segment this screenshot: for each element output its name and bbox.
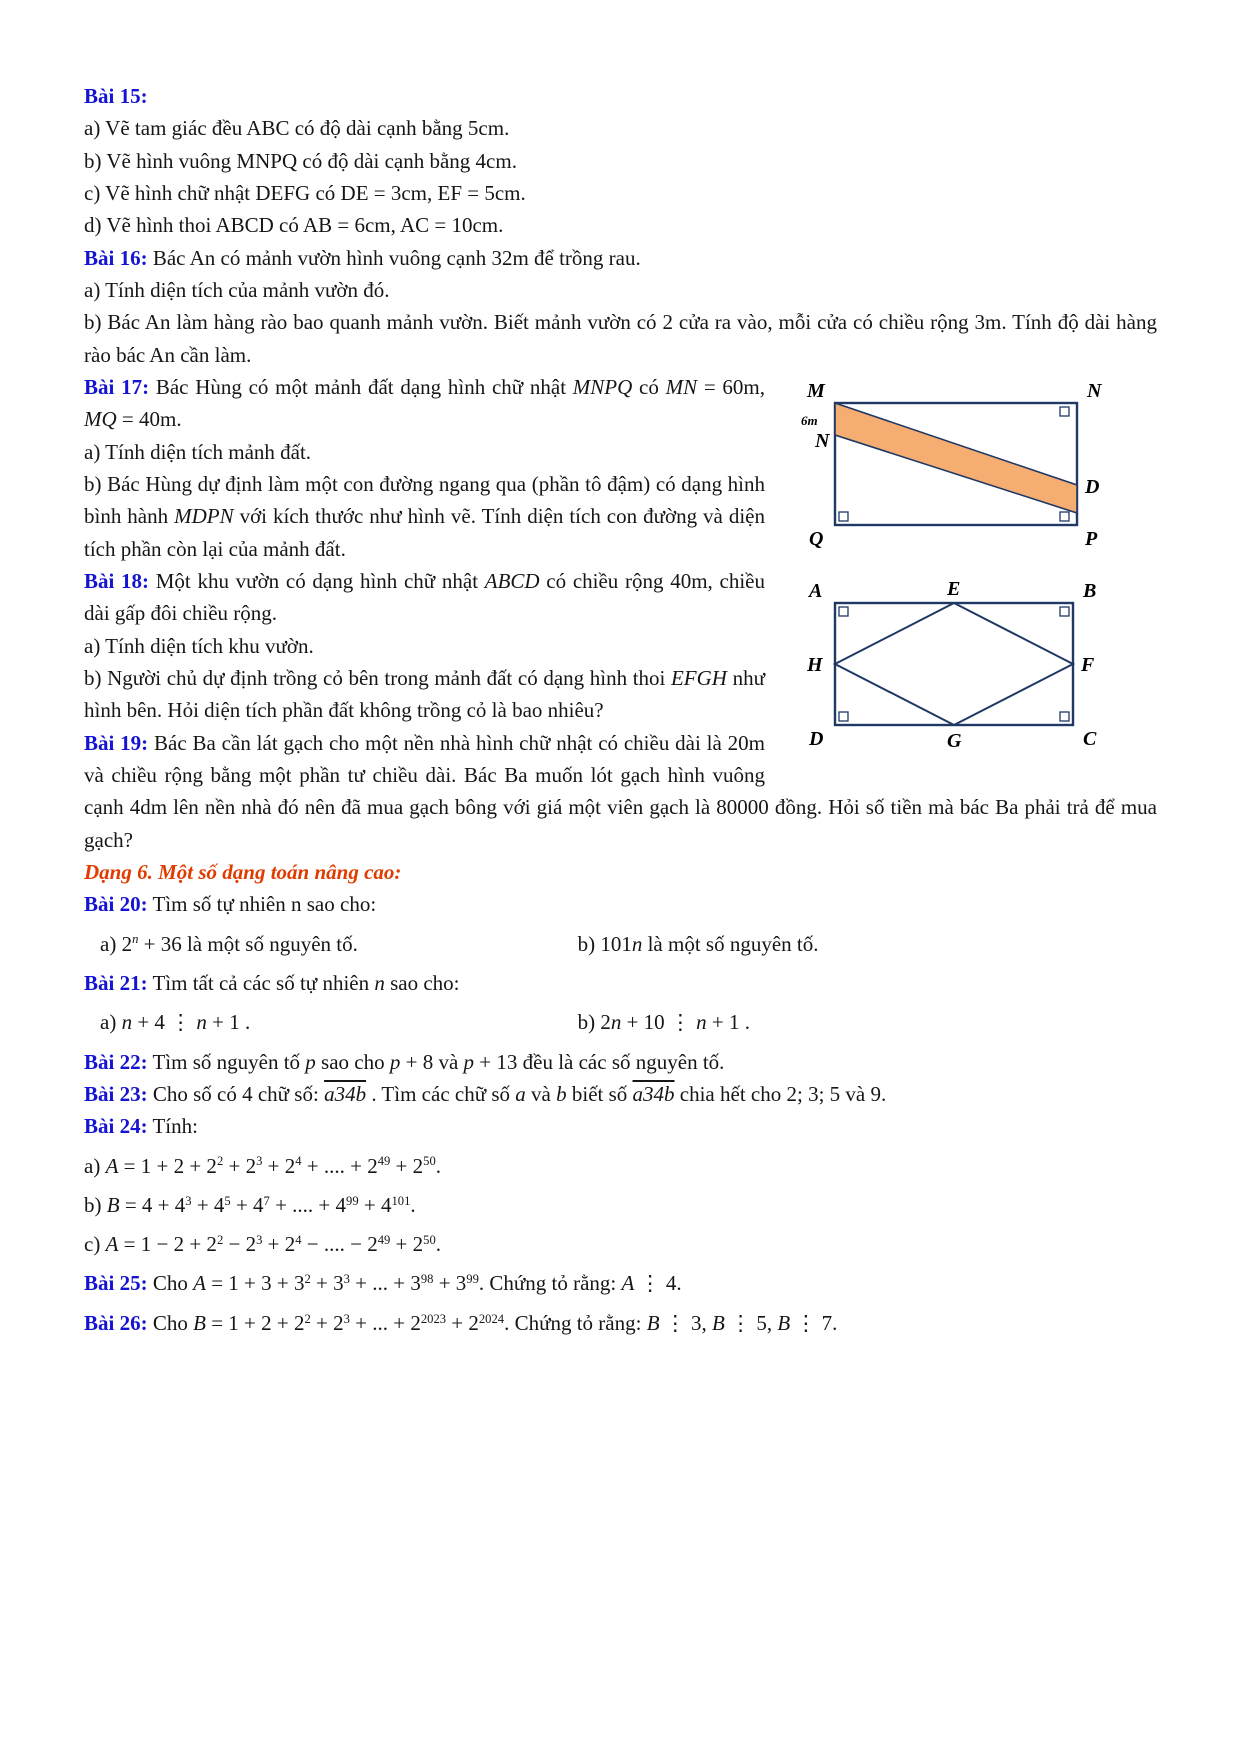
text-run: b) Vẽ hình vuông MNPQ có độ dài cạnh bằng 4cm. <box>84 148 517 173</box>
text-run: n <box>696 1010 707 1035</box>
text-run: + 1 . <box>706 1010 751 1035</box>
text-run: ⋮ 7. <box>790 1310 838 1335</box>
text-run: p <box>389 1049 401 1074</box>
text-run: a34b <box>324 1081 367 1106</box>
text-run: = 4 + 4 <box>119 1192 186 1217</box>
right-angle-mark-c <box>1060 712 1069 721</box>
text-run: b) Bác Hùng dự định làm một con đường ngang qua (phần tô đậm) có dạng hình bình hành <box>84 471 765 529</box>
text-run: ⋮ 4. <box>634 1271 682 1296</box>
text-run: 3 <box>343 1272 350 1287</box>
text-run: 7 <box>263 1193 270 1208</box>
text-run: Một khu vườn có dạng hình chữ nhật <box>149 568 485 593</box>
text-run: Cho số có 4 chữ số: <box>147 1081 325 1106</box>
text-run: biết số <box>566 1081 633 1106</box>
text-run: 3 <box>256 1232 263 1247</box>
text-run: b) Người chủ dự định trồng cỏ bên trong mảnh đất có dạng hình thoi <box>84 665 671 690</box>
text-run: + 4 <box>230 1192 264 1217</box>
text-run: + 4 ⋮ <box>132 1010 197 1035</box>
text-run: Cho <box>147 1271 194 1296</box>
text-run: n <box>121 1010 133 1035</box>
text-run: n <box>374 970 385 995</box>
exercise-label: Bài 20: <box>84 892 148 917</box>
text-run: MN <box>665 374 698 399</box>
text-run: n <box>610 1010 622 1035</box>
text-run: 3 <box>185 1193 192 1208</box>
text-run: 49 <box>377 1154 391 1169</box>
right-angle-mark-n <box>1060 407 1069 416</box>
bai-21-heading <box>84 967 1157 999</box>
vertex-label-m: M <box>807 379 825 402</box>
text-run: với kích thước như hình vẽ. Tính diện tích con đường và diện tích phần còn lại của mảnh đất. <box>84 504 765 561</box>
text-run: . <box>435 1232 441 1257</box>
text-run: + 4 <box>191 1192 225 1217</box>
text-run: n <box>196 1010 207 1035</box>
text-run: Tìm số nguyên tố <box>147 1049 306 1074</box>
vertex-label-q: Q <box>809 527 824 550</box>
bai-26 <box>84 1307 1157 1339</box>
text-run: 98 <box>420 1272 434 1287</box>
right-angle-mark-a <box>839 607 848 616</box>
text-run: a <box>515 1081 526 1106</box>
exercise-label: Bài 16: <box>84 245 148 270</box>
text-run: + 13 đều là các số nguyên tố. <box>474 1049 725 1074</box>
text-run: MDPN <box>174 504 234 529</box>
text-run: Bác Ba cần lát gạch cho một nền nhà hình chữ nhật có chiều dài là 20m và chiều rộng bằng một phần tư chiều dài. Bác Ba muốn lót gạch hình vuông cạnh 4dm lên nền nhà đó nên đã mua gạch bông với giá một viên gạch là 80000 đồng. Hỏi số tiền mà bác Ba phải trả để mua gạch? <box>84 730 1157 852</box>
text-run: A <box>105 1153 119 1178</box>
bai-15-heading <box>84 80 1157 112</box>
text-run: 3 <box>343 1311 350 1326</box>
text-run: 101 <box>391 1193 411 1208</box>
text-run: = 40m. <box>116 407 182 432</box>
text-run: Bác An có mảnh vườn hình vuông cạnh 32m để trồng rau. <box>147 245 641 270</box>
vertex-label-e: E <box>947 577 961 600</box>
text-run: ABCD <box>484 568 540 593</box>
bai-21-items <box>84 1006 1157 1038</box>
text-run: b) Bác An làm hàng rào bao quanh mảnh vườn. Biết mảnh vườn có 2 cửa ra vào, mỗi cửa có chiều rộng 3m. Tính độ dài hàng rào bác An cần làm. <box>84 310 1157 367</box>
section-heading-text: Dạng 6. Một số dạng toán nâng cao: <box>84 859 402 884</box>
text-run: b) 2 <box>577 1010 611 1035</box>
text-run: ⋮ 3, <box>659 1310 713 1335</box>
text-run: + 1 . <box>206 1010 251 1035</box>
text-run: và <box>525 1081 557 1106</box>
text-run: 5 <box>224 1193 231 1208</box>
dang-6-heading <box>84 856 1157 888</box>
text-run: Bác Hùng có một mảnh đất dạng hình chữ nhật <box>149 374 573 399</box>
text-run: 4 <box>295 1154 302 1169</box>
text-run: . Tìm các chữ số <box>366 1081 516 1106</box>
text-run: n <box>132 932 139 947</box>
text-run: + 8 và <box>400 1049 464 1074</box>
bai-23 <box>84 1078 1157 1110</box>
text-run: a) <box>100 1010 122 1035</box>
text-run: 50 <box>423 1232 436 1247</box>
text-run: MNPQ <box>572 374 633 399</box>
text-run: 2 <box>216 1154 224 1169</box>
text-run: Cho <box>147 1310 194 1335</box>
right-angle-mark-p <box>1060 512 1069 521</box>
rectangle-abcd <box>835 603 1073 725</box>
text-run: Tính: <box>147 1114 198 1139</box>
text-run: B <box>712 1310 725 1335</box>
bai-15-c <box>84 177 1157 209</box>
text-run: b) 101 <box>577 931 632 956</box>
exercise-label: Bài 25: <box>84 1271 148 1296</box>
text-run: 99 <box>466 1272 479 1287</box>
bai-25 <box>84 1267 1157 1299</box>
text-run: sao cho <box>315 1049 390 1074</box>
text-run: 50 <box>423 1154 436 1169</box>
text-run: + 3 <box>433 1271 467 1296</box>
vertex-label-d: D <box>1085 475 1100 498</box>
text-run: a) Tính diện tích khu vườn. <box>84 633 314 658</box>
vertex-label-c: C <box>1083 727 1097 750</box>
text-run: + ... + 2 <box>349 1310 421 1335</box>
right-angle-mark-b <box>1060 607 1069 616</box>
text-run: p <box>305 1049 316 1074</box>
exercise-label: Bài 26: <box>84 1310 148 1335</box>
text-run: 2 <box>304 1311 311 1326</box>
right-angle-mark-d <box>839 712 848 721</box>
text-run: + 2 <box>310 1310 344 1335</box>
item-column-a <box>84 928 578 960</box>
text-run: 4 <box>295 1232 302 1247</box>
bai-24-b <box>84 1189 1157 1221</box>
bai-20-items <box>84 928 1157 960</box>
vertex-label-a: A <box>809 579 823 602</box>
text-run: c) Vẽ hình chữ nhật DEFG có DE = 3cm, EF = 5cm. <box>84 180 526 205</box>
text-run: EFGH <box>670 665 727 690</box>
text-run: + 3 <box>310 1271 344 1296</box>
text-run: chia hết cho 2; 3; 5 và 9. <box>674 1081 887 1106</box>
text-run: 2 <box>304 1272 311 1287</box>
text-run: 49 <box>377 1232 391 1247</box>
exercise-label: Bài 23: <box>84 1081 148 1106</box>
bai-22 <box>84 1046 1157 1078</box>
road-band-parallelogram <box>835 403 1077 513</box>
text-run: MQ <box>84 407 117 432</box>
text-run: có chiều rộng 40m, chiều dài gấp đôi chiều rộng. <box>84 568 765 626</box>
text-run: p <box>463 1049 475 1074</box>
text-run: = 1 + 3 + 3 <box>205 1271 305 1296</box>
text-run: a) Tính diện tích mảnh đất. <box>84 439 312 464</box>
item-column-a <box>84 1006 578 1038</box>
text-run: 99 <box>346 1193 359 1208</box>
text-run: + 2 <box>390 1153 424 1178</box>
text-run: d) Vẽ hình thoi ABCD có AB = 6cm, AC = 10cm. <box>84 213 504 238</box>
text-run: 3 <box>256 1154 263 1169</box>
exercise-label: Bài 21: <box>84 970 148 995</box>
rhombus-efgh <box>835 603 1073 725</box>
text-run: 2024 <box>478 1311 505 1326</box>
text-run: B <box>193 1310 206 1335</box>
text-run: + .... + 2 <box>301 1153 378 1178</box>
text-run: B <box>777 1310 791 1335</box>
vertex-label-f: F <box>1081 653 1095 676</box>
exercise-label: Bài 24: <box>84 1114 148 1139</box>
text-run: + .... + 4 <box>269 1192 347 1217</box>
text-run: ⋮ 5, <box>724 1310 778 1335</box>
exercise-label: Bài 22: <box>84 1049 148 1074</box>
text-run: Tìm tất cả các số tự nhiên <box>147 970 375 995</box>
vertex-label-p: P <box>1085 527 1098 550</box>
text-run: 2 <box>216 1232 224 1247</box>
figure-bai18-svg <box>799 573 1129 763</box>
vertex-label-n-top: N <box>1087 379 1102 402</box>
vertex-label-b: B <box>1083 579 1097 602</box>
figure-bai17-svg <box>799 373 1129 563</box>
text-run: + 36 là một số nguyên tố. <box>138 931 358 956</box>
exercise-label: Bài 17: <box>84 374 150 399</box>
text-run: b <box>556 1081 567 1106</box>
text-run: + 2 <box>390 1232 424 1257</box>
text-run: − 2 <box>223 1232 257 1257</box>
right-angle-mark-q <box>839 512 848 521</box>
text-run: . <box>435 1153 441 1178</box>
text-run: = 1 + 2 + 2 <box>205 1310 305 1335</box>
text-run: a34b <box>632 1081 675 1106</box>
text-run: a) Tính diện tích của mảnh vườn đó. <box>84 277 390 302</box>
text-run: A <box>105 1232 119 1257</box>
text-run: có <box>632 374 666 399</box>
text-run: = 1 − 2 + 2 <box>118 1232 217 1257</box>
text-run: là một số nguyên tố. <box>642 931 819 956</box>
bai-16-heading <box>84 242 1157 274</box>
vertex-label-g: G <box>947 729 962 752</box>
vertex-label-h: H <box>807 653 823 676</box>
text-run: B <box>646 1310 660 1335</box>
vertex-label-n-mid: N <box>815 429 830 452</box>
text-run: + 2 <box>223 1153 257 1178</box>
bai-15-a <box>84 112 1157 144</box>
bai-16-a <box>84 274 1157 306</box>
text-run: sao cho: <box>384 970 460 995</box>
figure-bai17-parallelogram-road <box>799 373 1129 563</box>
text-run: n <box>631 931 643 956</box>
figure-bai18-rhombus-garden <box>799 573 1129 763</box>
vertex-label-d2: D <box>809 727 824 750</box>
text-run: = 1 + 2 + 2 <box>118 1153 217 1178</box>
text-run: + 2 <box>262 1232 296 1257</box>
text-run: . Chứng tỏ rằng: <box>478 1271 622 1296</box>
text-run: a) 2 <box>100 931 133 956</box>
text-run: + 2 <box>446 1310 479 1335</box>
text-run: . <box>410 1192 416 1217</box>
text-run: + 4 <box>358 1192 392 1217</box>
bai-15-d <box>84 209 1157 241</box>
bai-24-c <box>84 1228 1157 1260</box>
para-group-1 <box>84 80 1157 371</box>
exercise-label: Bài 15: <box>84 84 148 108</box>
bai-24-a <box>84 1150 1157 1182</box>
text-run: . Chứng tỏ rằng: <box>504 1310 647 1335</box>
exercise-label: Bài 19: <box>84 730 149 755</box>
text-run: như hình bên. Hỏi diện tích phần đất không trồng cỏ là bao nhiêu? <box>84 665 765 723</box>
text-run: = 60m, <box>697 374 765 399</box>
text-run: c) <box>84 1232 106 1257</box>
dimension-label-6m: 6m <box>801 412 818 428</box>
text-run: a) <box>84 1153 106 1178</box>
exercise-label: Bài 18: <box>84 568 150 593</box>
text-run: Tìm số tự nhiên n sao cho: <box>147 892 377 917</box>
text-run: A <box>621 1271 635 1296</box>
bai-16-b <box>84 306 1157 371</box>
text-run: − .... − 2 <box>301 1232 378 1257</box>
bai-15-b <box>84 145 1157 177</box>
text-run: b) <box>84 1192 107 1217</box>
item-column-b <box>578 928 1157 960</box>
text-run: + 10 ⋮ <box>621 1010 697 1035</box>
text-run: + ... + 3 <box>349 1271 421 1296</box>
bai-20-heading <box>84 888 1157 920</box>
text-run: A <box>193 1271 206 1296</box>
item-column-b <box>578 1006 1157 1038</box>
text-run: B <box>106 1192 120 1217</box>
bai-24-heading <box>84 1110 1157 1142</box>
text-run: a) Vẽ tam giác đều ABC có độ dài cạnh bằng 5cm. <box>84 116 510 141</box>
text-run: 2023 <box>420 1311 447 1326</box>
text-run: + 2 <box>262 1153 296 1178</box>
